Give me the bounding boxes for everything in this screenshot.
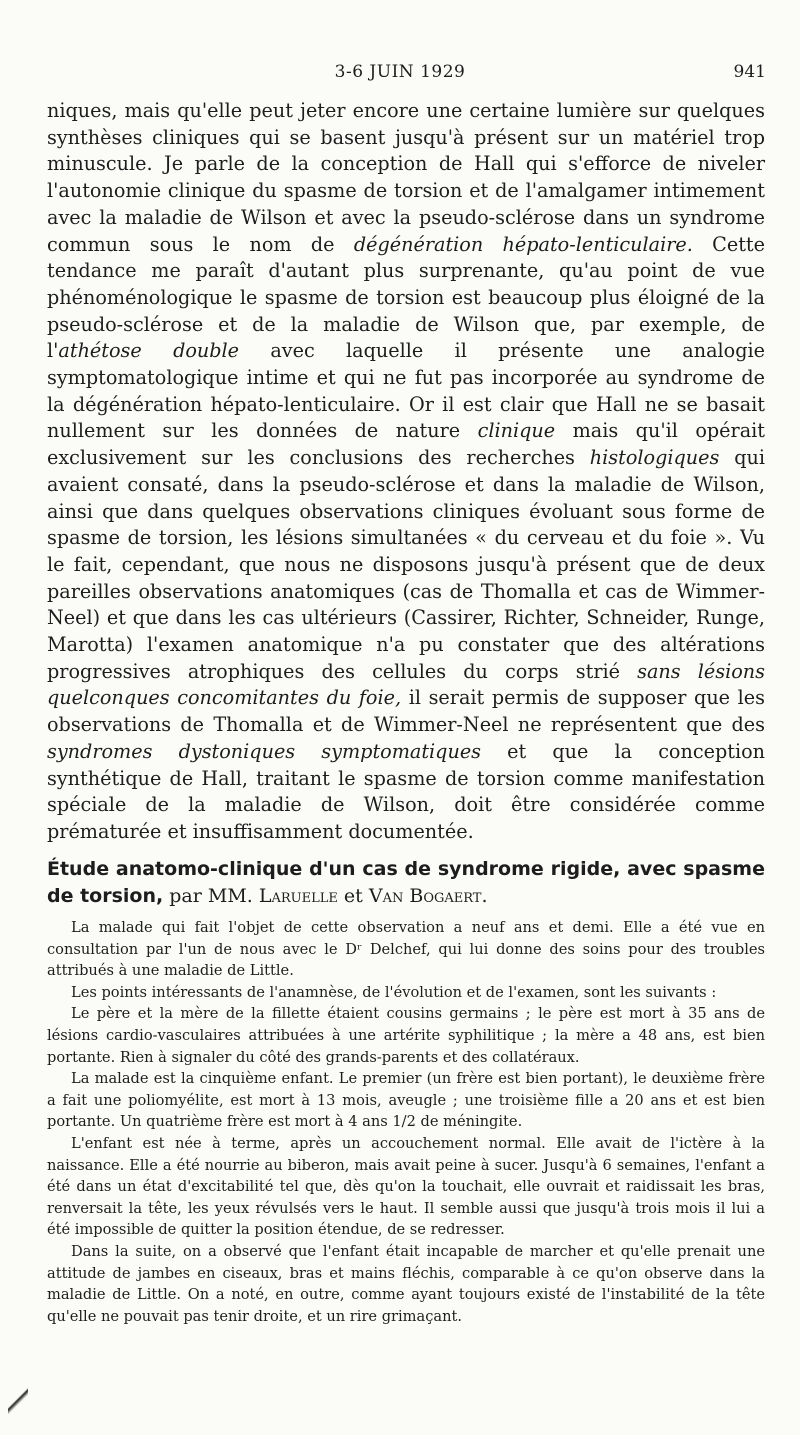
author-laruelle: Laruelle (258, 885, 338, 907)
term-clinique: clinique (477, 419, 556, 443)
running-head: 3-6 JUIN 1929 (334, 62, 466, 82)
case-report-text (47, 917, 765, 1327)
term-sans-lesions: sans lésions quelconques concomitantes du foie, (47, 659, 765, 710)
term-hepato-lenticular: dégénération hépato-lenticulaire. (353, 232, 693, 256)
article-title: Étude anatomo-clinique d'un cas de syndrome rigide, avec spasme de torsion, par MM. Laruelle et Van Bogaert. (47, 858, 765, 907)
term-histologiques: histologiques (589, 446, 720, 470)
discussion-text (47, 98, 765, 846)
case-paragraph: Les points intéressants de l'anamnèse, de l'évolution et de l'examen, sont les suivants : (71, 983, 717, 1001)
page-header (0, 62, 800, 90)
term-athetose: athétose double (58, 339, 240, 363)
case-paragraph: L'enfant est née à terme, après un accouchement normal. Elle avait de l'ictère à la naissance. Elle a été nourrie au biberon, mais avait peine à sucer. Jusqu'à 6 semaines, l'enfant a été dans un état d'excitabilité tel que, dès qu'on la touchait, elle ouvrait et raidissait les bras, renversait la tête, les yeux révulsés vers le haut. Il semble aussi que jusqu'à trois mois il lui a été impossible de quitter la position étendue, de se redresser. (47, 1134, 765, 1239)
case-paragraph: La malade qui fait l'objet de cette observation a neuf ans et demi. Elle a été vue en consultation par l'un de nous avec le Dʳ Delchef, qui lui donne des soins pour des troubles attribués à une maladie de Little. (47, 919, 765, 980)
term-syndromes-dystoniques: syndromes dystoniques symptomatiques (47, 739, 482, 763)
page-number: 941 (733, 62, 766, 82)
case-paragraph: Le père et la mère de la fillette étaient cousins germains ; le père est mort à 35 ans de lésions cardio-vasculaires attribuées à une artérite syphilitique ; la mère a 48 ans, est bien portante. Rien à signaler du côté des grands-parents et des collatéraux. (47, 1005, 765, 1066)
case-paragraph: La malade est la cinquième enfant. Le premier (un frère est bien portant), le deuxième frère a fait une poliomyélite, est mort à 13 mois, aveugle ; une troisième fille a 20 ans et est bien portante. Un quatrième frère est mort à 4 ans 1/2 de méningite. (47, 1070, 765, 1131)
author-van-bogaert: Van Bogaert (368, 885, 482, 907)
discussion-paragraph: niques, mais qu'elle peut jeter encore une certaine lumière sur quelques synthèses cliniques qui se basent jusqu'à présent sur un matériel trop minuscule. Je parle de la conception de Hall qui s'efforce de niveler l'autonomie clinique du spasme de torsion et de l'amalgamer intimement avec la maladie de Wilson et avec la pseudo-sclérose dans un syndrome commun sous le nom de dégénération hépato-lenticulaire. Cette tendance me paraît d'autant plus surprenante, qu'au point de vue phénoménologique le spasme de torsion est beaucoup plus éloigné de la pseudo-sclérose et de la maladie de Wilson que, par exemple, de l'athétose double avec laquelle il présente une analogie symptomatologique intime et qui ne fut pas incorporée au syndrome de la dégénération hépato-lenticulaire. Or il est clair que Hall ne se basait nullement sur les données de nature clinique mais qu'il opérait exclusivement sur les conclusions des recherches histologiques qui avaient consaté, dans la pseudo-sclérose et dans la maladie de Wilson, ainsi que dans quelques observations cliniques évoluant sous forme de spasme de torsion, les lésions simultanées « du cerveau et du foie ». Vu le fait, cependant, que nous ne disposons jusqu'à présent que de deux pareilles observations anatomiques (cas de Thomalla et cas de Wimmer-Neel) et que dans les cas ultérieurs (Cassirer, Richter, Schneider, Runge, Marotta) l'examen anatomique n'a pu constater que des altérations progressives atrophiques des cellules du corps strié sans lésions quelconques concomitantes du foie, il serait permis de supposer que les observations de Thomalla et de Wimmer-Neel ne représentent que des syndromes dystoniques symptomatiques et que la conception synthétique de Hall, traitant le spasme de torsion comme manifestation spéciale de la maladie de Wilson, doit être considérée comme prématurée et insuffisamment documentée. (47, 99, 765, 843)
scan-corner-mark (8, 1385, 28, 1415)
case-paragraph: Dans la suite, on a observé que l'enfant était incapable de marcher et qu'elle prenait une attitude de jambes en ciseaux, bras et mains fléchis, comparable à ce qu'on observe dans la maladie de Little. On a noté, en outre, comme ayant toujours existé de l'instabilité de la tête qu'elle ne pouvait pas tenir droite, et un rire grimaçant. (47, 1242, 765, 1325)
